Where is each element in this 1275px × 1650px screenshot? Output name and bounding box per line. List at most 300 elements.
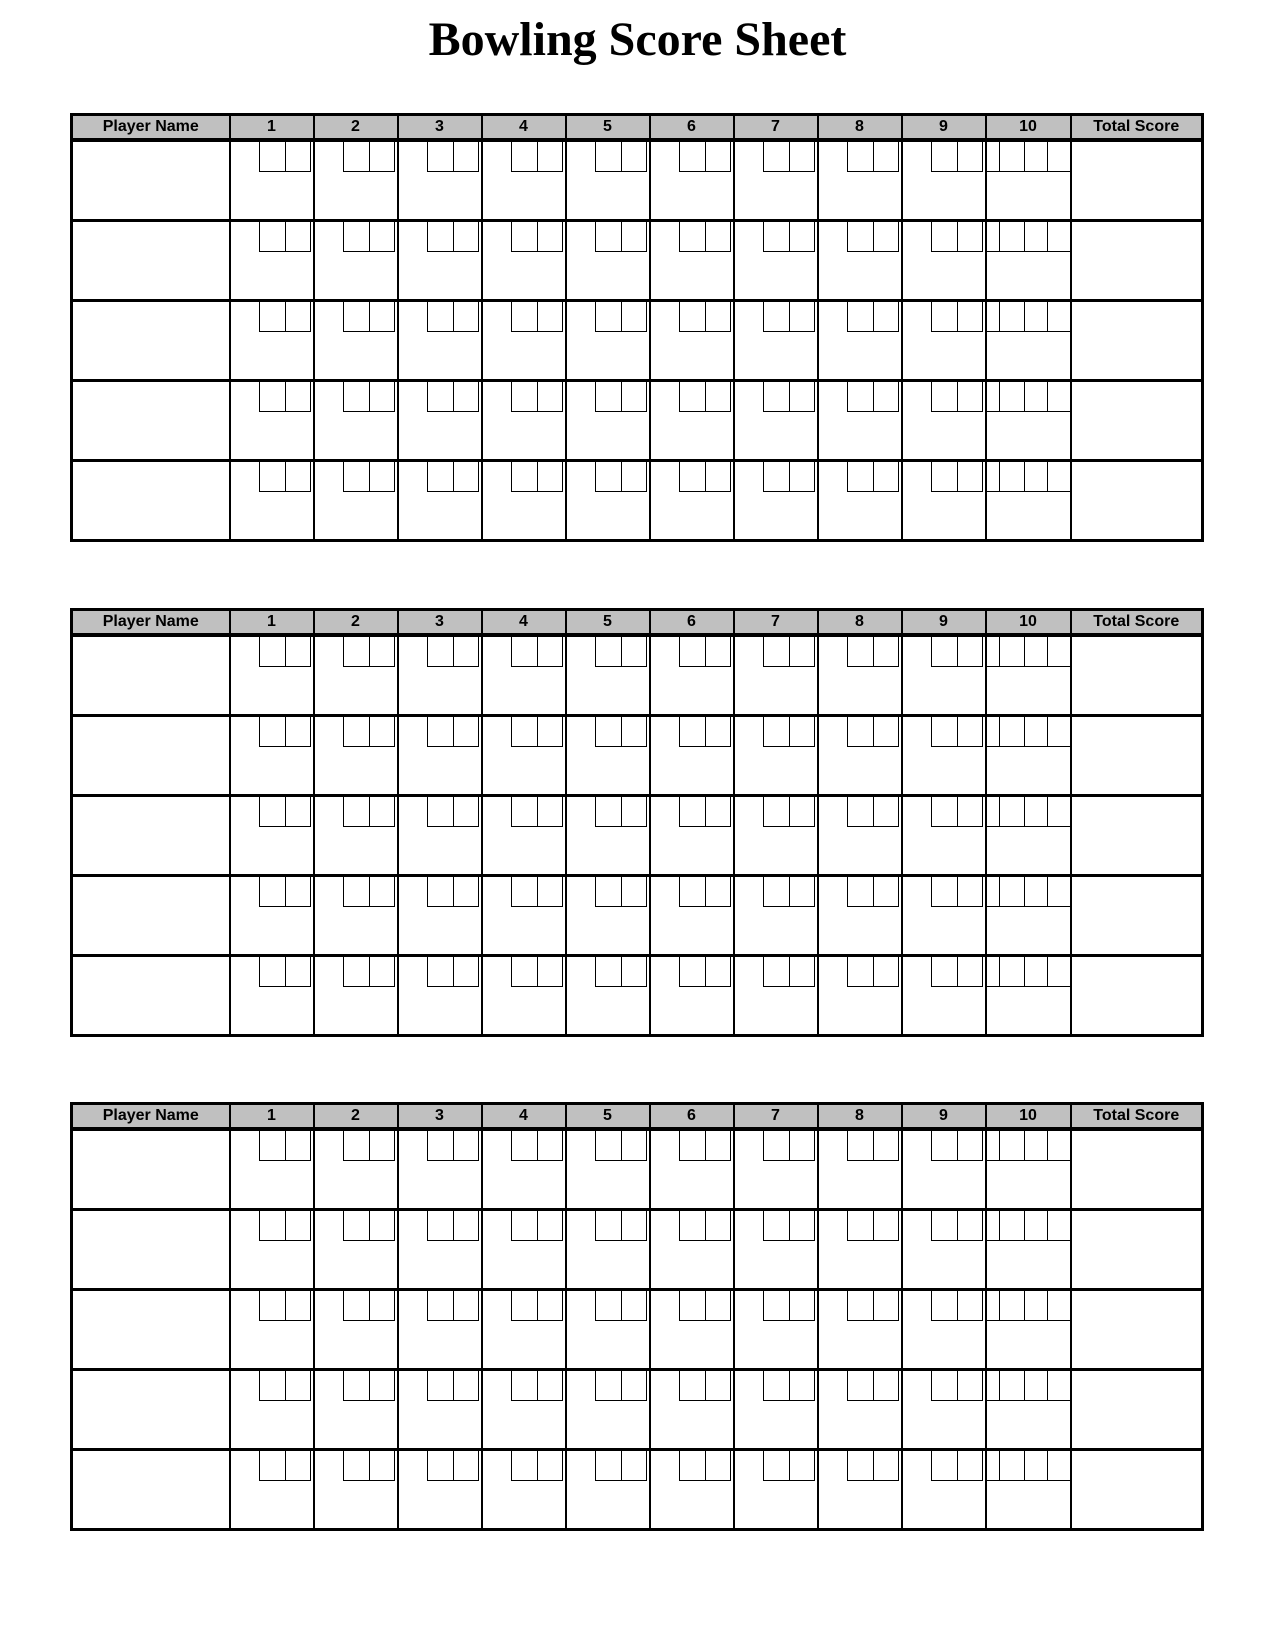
ball-score-boxes: [595, 877, 647, 907]
ball-score-boxes: [427, 222, 479, 252]
frame-3-cell: [398, 140, 482, 221]
frame-8-cell: [818, 635, 902, 716]
ball-3-box: [1047, 462, 1069, 491]
ball-1-box: [595, 637, 621, 667]
ball-3-box: [1047, 302, 1069, 331]
header-frame-1: 1: [230, 610, 314, 636]
ball-2-box: [957, 302, 983, 332]
frame-4-cell: [482, 635, 566, 716]
ball-score-boxes: [763, 1291, 815, 1321]
header-total-score: Total Score: [1071, 1104, 1203, 1130]
ball-2-box: [1024, 717, 1047, 746]
ball-1-box: [763, 957, 789, 987]
frame-7-cell: [734, 301, 818, 381]
ball-2-box: [285, 382, 311, 412]
ball-2-box: [369, 797, 395, 827]
ball-2-box: [285, 142, 311, 172]
frame-10-cell: [986, 381, 1071, 461]
total-score-cell: [1071, 381, 1203, 461]
frame-8-cell: [818, 876, 902, 956]
frame-3-cell: [398, 381, 482, 461]
frame-10-cell: [986, 140, 1071, 221]
ball-score-boxes: [259, 957, 311, 987]
ball-1-box: [931, 462, 957, 492]
ball-1-box: [259, 142, 285, 172]
tenth-frame-left-space: [987, 382, 999, 411]
ball-score-boxes: [343, 382, 395, 412]
ball-1-box: [511, 382, 537, 412]
ball-1-box: [999, 797, 1024, 826]
ball-2-box: [369, 142, 395, 172]
tenth-frame-left-space: [987, 462, 999, 491]
ball-1-box: [679, 382, 705, 412]
ball-score-boxes: [679, 142, 731, 172]
ball-2-box: [453, 222, 479, 252]
ball-score-boxes: [259, 302, 311, 332]
ball-2-box: [705, 717, 731, 747]
ball-1-box: [931, 797, 957, 827]
frame-8-cell: [818, 221, 902, 301]
frame-8-cell: [818, 716, 902, 796]
ball-score-boxes: [511, 717, 563, 747]
ball-2-box: [453, 1211, 479, 1241]
ball-2-box: [957, 1291, 983, 1321]
frame-1-cell: [230, 1450, 314, 1530]
ball-1-box: [595, 1451, 621, 1481]
ball-score-boxes: [847, 877, 899, 907]
frame-1-cell: [230, 1290, 314, 1370]
frame-10-cell: [986, 461, 1071, 541]
ball-score-boxes: [427, 797, 479, 827]
ball-2-box: [705, 1211, 731, 1241]
ball-score-boxes: [931, 462, 983, 492]
ball-2-box: [789, 382, 815, 412]
frame-1-cell: [230, 1129, 314, 1210]
tenth-frame-left-space: [987, 302, 999, 331]
total-score-cell: [1071, 796, 1203, 876]
ball-score-boxes: [259, 1451, 311, 1481]
ball-score-boxes: [595, 1451, 647, 1481]
ball-3-box: [1047, 1371, 1069, 1400]
ball-1-box: [427, 637, 453, 667]
ball-score-boxes: [427, 1131, 479, 1161]
ball-2-box: [957, 717, 983, 747]
ball-2-box: [369, 1291, 395, 1321]
ball-score-boxes: [931, 1211, 983, 1241]
ball-2-box: [453, 1451, 479, 1481]
player-row: [72, 381, 1203, 461]
header-player-name: Player Name: [72, 115, 230, 141]
ball-score-boxes: [679, 302, 731, 332]
frame-3-cell: [398, 635, 482, 716]
frame-9-cell: [902, 140, 986, 221]
tenth-frame-left-space: [987, 222, 999, 251]
ball-2-box: [1024, 462, 1047, 491]
ball-2-box: [789, 1451, 815, 1481]
ball-score-boxes: [763, 1131, 815, 1161]
total-score-cell: [1071, 635, 1203, 716]
ball-1-box: [259, 462, 285, 492]
ball-1-box: [343, 957, 369, 987]
ball-1-box: [931, 222, 957, 252]
player-name-cell: [72, 1370, 230, 1450]
ball-2-box: [789, 302, 815, 332]
ball-score-boxes: [595, 717, 647, 747]
frame-7-cell: [734, 1129, 818, 1210]
ball-3-box: [1047, 717, 1069, 746]
ball-1-box: [427, 877, 453, 907]
total-score-cell: [1071, 1290, 1203, 1370]
header-frame-9: 9: [902, 115, 986, 141]
ball-2-box: [957, 142, 983, 172]
frame-7-cell: [734, 221, 818, 301]
frame-8-cell: [818, 1210, 902, 1290]
ball-1-box: [427, 797, 453, 827]
ball-2-box: [705, 1291, 731, 1321]
ball-1-box: [679, 1211, 705, 1241]
frame-3-cell: [398, 716, 482, 796]
frame-9-cell: [902, 716, 986, 796]
ball-1-box: [679, 717, 705, 747]
ball-score-boxes: [763, 637, 815, 667]
header-frame-4: 4: [482, 1104, 566, 1130]
ball-score-boxes: [847, 1291, 899, 1321]
ball-2-box: [285, 1291, 311, 1321]
ball-1-box: [343, 1131, 369, 1161]
frame-5-cell: [566, 381, 650, 461]
tenth-frame-left-space: [987, 1451, 999, 1480]
frame-2-cell: [314, 796, 398, 876]
player-row: [72, 1450, 1203, 1530]
frame-6-cell: [650, 716, 734, 796]
ball-1-box: [511, 957, 537, 987]
ball-2-box: [1024, 1291, 1047, 1320]
header-frame-5: 5: [566, 1104, 650, 1130]
frame-7-cell: [734, 140, 818, 221]
ball-1-box: [999, 302, 1024, 331]
ball-score-boxes: [679, 382, 731, 412]
player-row: [72, 796, 1203, 876]
ball-1-box: [511, 717, 537, 747]
ball-1-box: [595, 877, 621, 907]
ball-score-boxes: [847, 1211, 899, 1241]
ball-2-box: [873, 142, 899, 172]
ball-2-box: [1024, 957, 1047, 986]
ball-1-box: [427, 1291, 453, 1321]
frame-4-cell: [482, 1129, 566, 1210]
ball-score-boxes: [427, 637, 479, 667]
ball-1-box: [931, 877, 957, 907]
frame-4-cell: [482, 956, 566, 1036]
ball-2-box: [957, 877, 983, 907]
tenth-frame-left-space: [987, 637, 999, 666]
header-frame-6: 6: [650, 115, 734, 141]
ball-score-boxes: [847, 1451, 899, 1481]
header-frame-4: 4: [482, 115, 566, 141]
ball-1-box: [259, 1371, 285, 1401]
ball-score-boxes: [511, 1291, 563, 1321]
ball-1-box: [847, 797, 873, 827]
ball-1-box: [999, 222, 1024, 251]
ball-2-box: [789, 142, 815, 172]
ball-2-box: [621, 142, 647, 172]
player-name-cell: [72, 1129, 230, 1210]
frame-5-cell: [566, 635, 650, 716]
ball-score-boxes: [763, 877, 815, 907]
total-score-cell: [1071, 1210, 1203, 1290]
ball-2-box: [285, 1371, 311, 1401]
frame-8-cell: [818, 461, 902, 541]
header-frame-6: 6: [650, 610, 734, 636]
ball-1-box: [679, 877, 705, 907]
ball-1-box: [931, 1211, 957, 1241]
ball-1-box: [999, 382, 1024, 411]
tenth-frame-left-space: [987, 717, 999, 746]
ball-2-box: [957, 957, 983, 987]
frame-1-cell: [230, 1370, 314, 1450]
ball-score-boxes: [595, 1211, 647, 1241]
header-frame-2: 2: [314, 1104, 398, 1130]
frame-4-cell: [482, 301, 566, 381]
total-score-cell: [1071, 221, 1203, 301]
ball-score-boxes: [343, 1371, 395, 1401]
tenth-frame-ball-boxes: [987, 382, 1070, 412]
ball-2-box: [621, 1131, 647, 1161]
ball-1-box: [511, 1211, 537, 1241]
ball-1-box: [595, 797, 621, 827]
ball-2-box: [285, 222, 311, 252]
frame-8-cell: [818, 1450, 902, 1530]
ball-2-box: [621, 1451, 647, 1481]
frame-1-cell: [230, 140, 314, 221]
player-name-cell: [72, 140, 230, 221]
ball-2-box: [285, 797, 311, 827]
ball-score-boxes: [343, 222, 395, 252]
ball-2-box: [873, 1371, 899, 1401]
tenth-frame-ball-boxes: [987, 302, 1070, 332]
ball-2-box: [453, 1291, 479, 1321]
header-player-name: Player Name: [72, 1104, 230, 1130]
player-name-cell: [72, 461, 230, 541]
frame-6-cell: [650, 461, 734, 541]
header-frame-4: 4: [482, 610, 566, 636]
frame-9-cell: [902, 1210, 986, 1290]
frame-1-cell: [230, 1210, 314, 1290]
ball-score-boxes: [595, 382, 647, 412]
ball-1-box: [763, 142, 789, 172]
ball-2-box: [873, 1291, 899, 1321]
total-score-cell: [1071, 461, 1203, 541]
ball-1-box: [511, 637, 537, 667]
frame-6-cell: [650, 140, 734, 221]
ball-2-box: [537, 717, 563, 747]
frame-5-cell: [566, 221, 650, 301]
header-frame-5: 5: [566, 610, 650, 636]
player-name-cell: [72, 956, 230, 1036]
frame-4-cell: [482, 140, 566, 221]
header-frame-1: 1: [230, 115, 314, 141]
player-row: [72, 1370, 1203, 1450]
ball-score-boxes: [259, 382, 311, 412]
frame-6-cell: [650, 301, 734, 381]
ball-2-box: [1024, 877, 1047, 906]
ball-2-box: [705, 637, 731, 667]
ball-1-box: [763, 1211, 789, 1241]
ball-2-box: [369, 1371, 395, 1401]
frame-4-cell: [482, 716, 566, 796]
ball-score-boxes: [259, 1211, 311, 1241]
ball-score-boxes: [679, 717, 731, 747]
player-name-cell: [72, 1210, 230, 1290]
game-table-1-wrapper: [70, 113, 1204, 542]
ball-1-box: [343, 302, 369, 332]
ball-score-boxes: [763, 382, 815, 412]
ball-3-box: [1047, 382, 1069, 411]
game-table-2: [70, 608, 1204, 1037]
ball-score-boxes: [847, 637, 899, 667]
header-total-score: Total Score: [1071, 610, 1203, 636]
player-row: [72, 716, 1203, 796]
ball-2-box: [789, 462, 815, 492]
ball-score-boxes: [931, 1451, 983, 1481]
ball-3-box: [1047, 1131, 1069, 1160]
ball-1-box: [999, 1451, 1024, 1480]
ball-2-box: [705, 957, 731, 987]
ball-2-box: [957, 1131, 983, 1161]
ball-1-box: [847, 717, 873, 747]
ball-score-boxes: [679, 1211, 731, 1241]
ball-2-box: [789, 1291, 815, 1321]
player-row: [72, 1290, 1203, 1370]
frame-10-cell: [986, 221, 1071, 301]
ball-score-boxes: [343, 1291, 395, 1321]
ball-1-box: [999, 1211, 1024, 1240]
ball-1-box: [847, 1451, 873, 1481]
ball-2-box: [873, 1211, 899, 1241]
ball-2-box: [453, 1131, 479, 1161]
frame-3-cell: [398, 1210, 482, 1290]
ball-2-box: [537, 877, 563, 907]
frame-1-cell: [230, 381, 314, 461]
ball-score-boxes: [763, 302, 815, 332]
frame-9-cell: [902, 301, 986, 381]
frame-5-cell: [566, 956, 650, 1036]
frame-5-cell: [566, 461, 650, 541]
ball-score-boxes: [595, 302, 647, 332]
ball-score-boxes: [511, 1371, 563, 1401]
ball-score-boxes: [511, 957, 563, 987]
player-row: [72, 221, 1203, 301]
ball-2-box: [537, 302, 563, 332]
ball-1-box: [343, 1211, 369, 1241]
ball-2-box: [453, 877, 479, 907]
ball-2-box: [957, 637, 983, 667]
ball-1-box: [763, 1451, 789, 1481]
ball-score-boxes: [595, 1131, 647, 1161]
total-score-cell: [1071, 876, 1203, 956]
frame-5-cell: [566, 140, 650, 221]
ball-1-box: [259, 1211, 285, 1241]
ball-2-box: [285, 717, 311, 747]
ball-score-boxes: [763, 1451, 815, 1481]
ball-2-box: [453, 302, 479, 332]
ball-2-box: [621, 1211, 647, 1241]
header-frame-8: 8: [818, 610, 902, 636]
ball-score-boxes: [511, 797, 563, 827]
ball-score-boxes: [931, 877, 983, 907]
frame-6-cell: [650, 1210, 734, 1290]
ball-1-box: [847, 957, 873, 987]
ball-1-box: [343, 1451, 369, 1481]
ball-score-boxes: [511, 142, 563, 172]
frame-7-cell: [734, 1290, 818, 1370]
header-frame-10: 10: [986, 610, 1071, 636]
ball-score-boxes: [679, 957, 731, 987]
ball-1-box: [931, 957, 957, 987]
frame-6-cell: [650, 221, 734, 301]
ball-2-box: [789, 877, 815, 907]
ball-1-box: [999, 142, 1024, 171]
header-row: [72, 1104, 1203, 1130]
header-frame-3: 3: [398, 1104, 482, 1130]
ball-score-boxes: [763, 1211, 815, 1241]
frame-3-cell: [398, 221, 482, 301]
frame-5-cell: [566, 1370, 650, 1450]
ball-score-boxes: [343, 877, 395, 907]
ball-1-box: [763, 877, 789, 907]
ball-score-boxes: [595, 1291, 647, 1321]
header-row: [72, 610, 1203, 636]
ball-2-box: [537, 637, 563, 667]
ball-2-box: [537, 142, 563, 172]
ball-1-box: [259, 302, 285, 332]
player-name-cell: [72, 796, 230, 876]
ball-1-box: [847, 1131, 873, 1161]
ball-score-boxes: [847, 957, 899, 987]
ball-2-box: [789, 797, 815, 827]
ball-score-boxes: [259, 1291, 311, 1321]
header-frame-7: 7: [734, 1104, 818, 1130]
frame-8-cell: [818, 1129, 902, 1210]
ball-2-box: [873, 1131, 899, 1161]
ball-2-box: [369, 637, 395, 667]
total-score-cell: [1071, 140, 1203, 221]
tenth-frame-left-space: [987, 1211, 999, 1240]
ball-2-box: [705, 1451, 731, 1481]
frame-6-cell: [650, 1450, 734, 1530]
player-name-cell: [72, 1290, 230, 1370]
frame-10-cell: [986, 1450, 1071, 1530]
ball-1-box: [595, 1131, 621, 1161]
ball-score-boxes: [847, 302, 899, 332]
header-player-name: Player Name: [72, 610, 230, 636]
frame-2-cell: [314, 140, 398, 221]
frame-7-cell: [734, 956, 818, 1036]
frame-1-cell: [230, 876, 314, 956]
ball-1-box: [427, 957, 453, 987]
ball-2-box: [1024, 1371, 1047, 1400]
ball-1-box: [679, 142, 705, 172]
ball-score-boxes: [763, 717, 815, 747]
frame-2-cell: [314, 1210, 398, 1290]
ball-1-box: [427, 1211, 453, 1241]
frame-2-cell: [314, 1450, 398, 1530]
ball-3-box: [1047, 222, 1069, 251]
frame-3-cell: [398, 301, 482, 381]
ball-score-boxes: [343, 1131, 395, 1161]
ball-score-boxes: [427, 302, 479, 332]
ball-2-box: [369, 877, 395, 907]
